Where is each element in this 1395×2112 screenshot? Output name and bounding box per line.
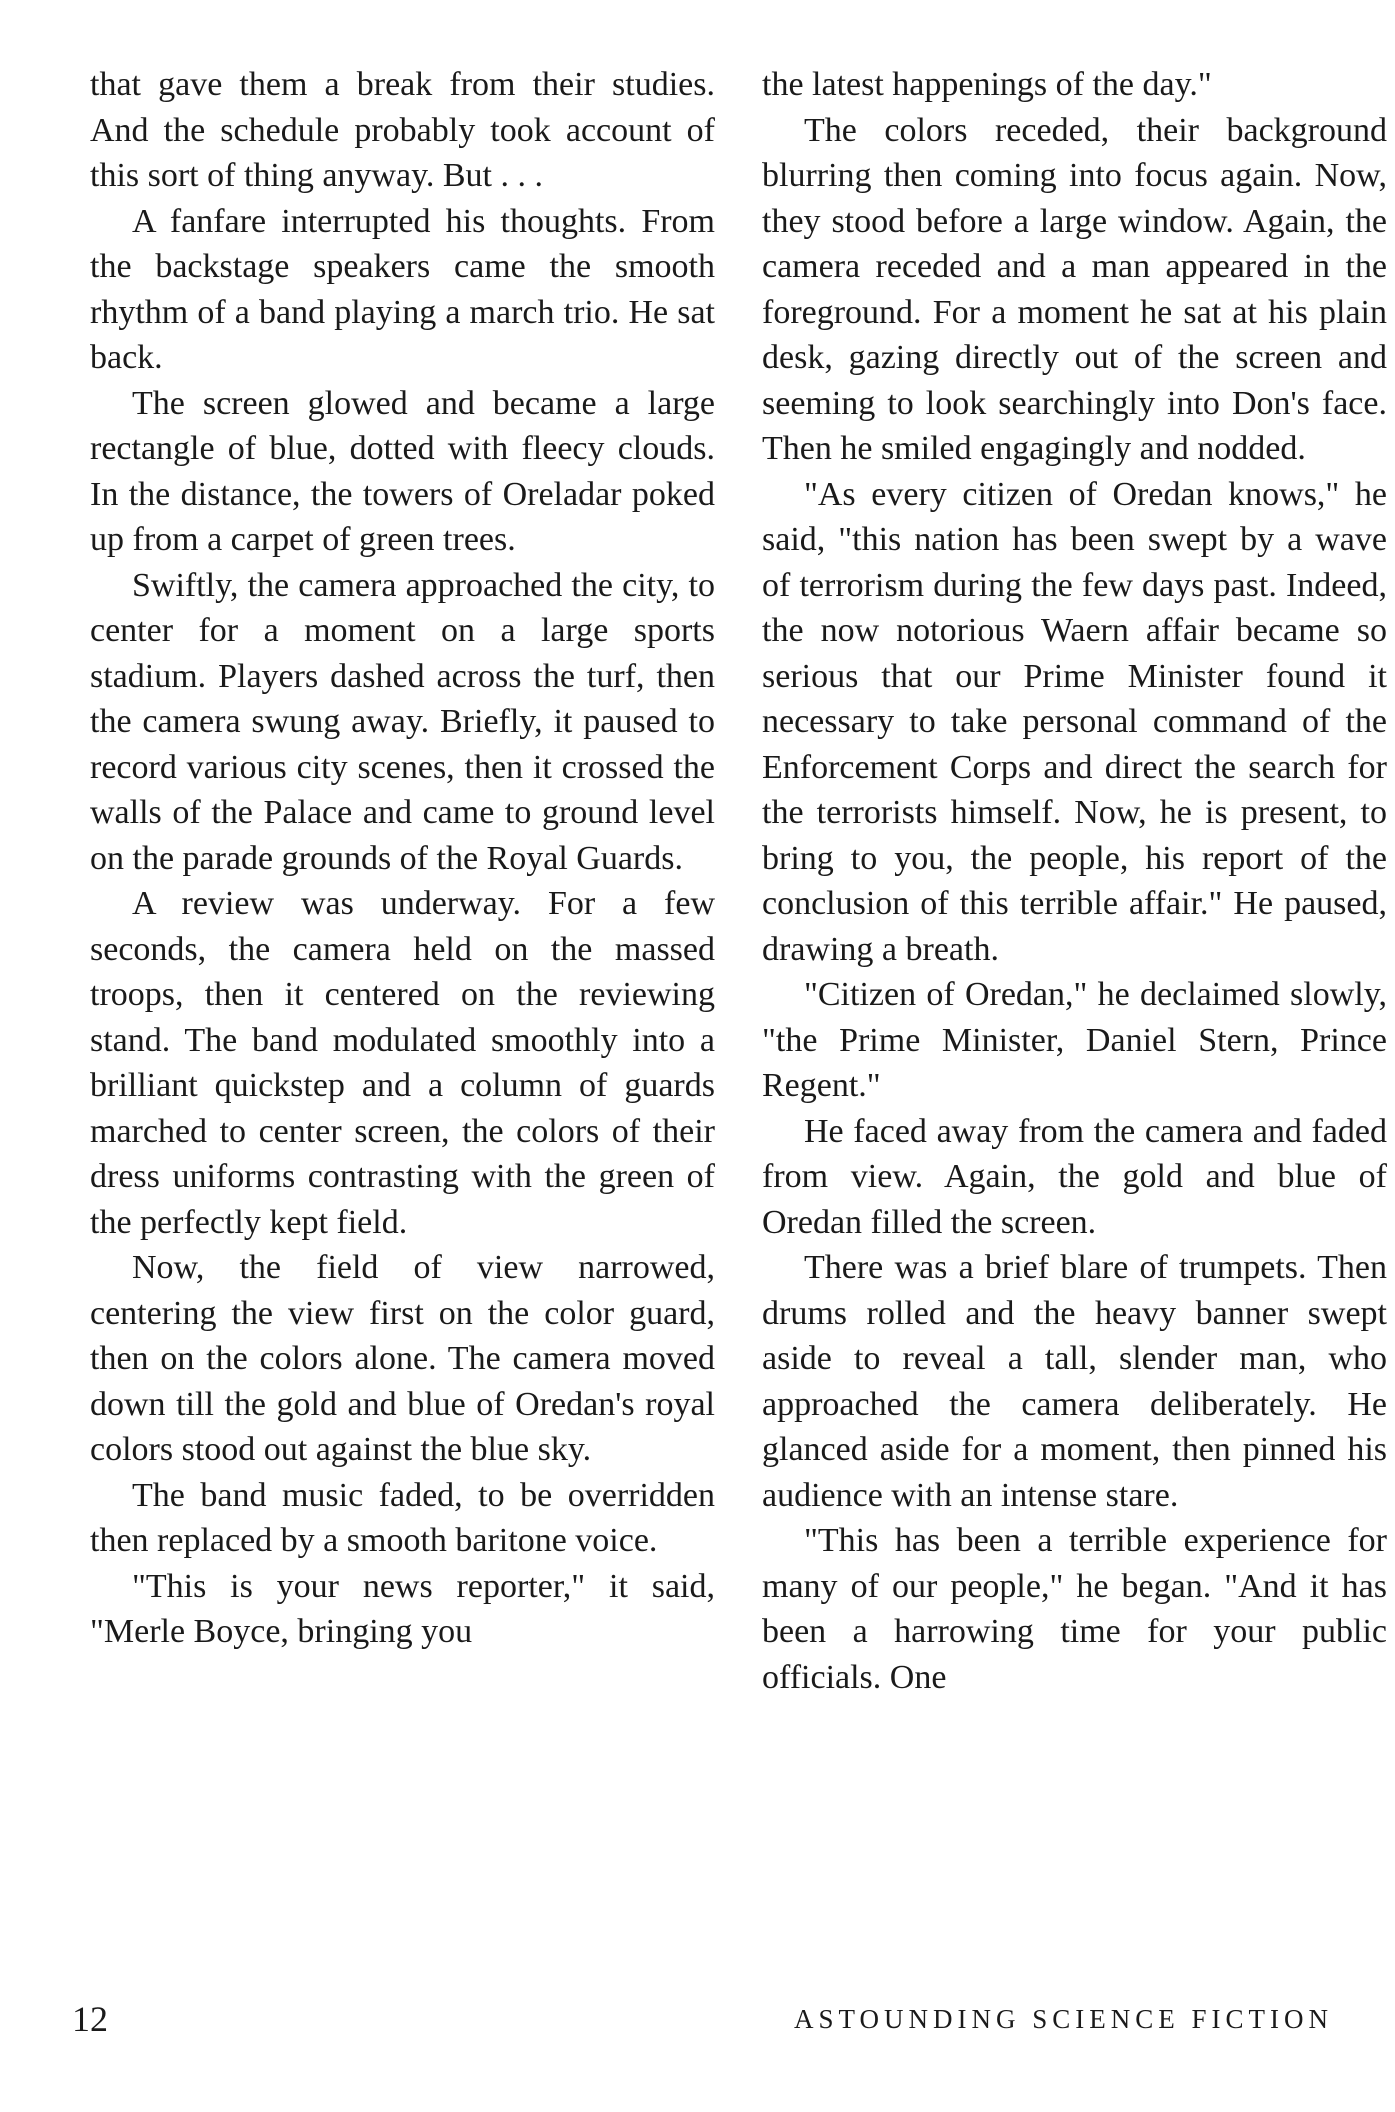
- paragraph: "This is your news reporter," it said, "Merle Boyce, bringing you: [90, 1567, 715, 1650]
- right-column: [762, 62, 1387, 1700]
- paragraph: the latest happenings of the day.": [762, 66, 1212, 103]
- paragraph: The colors receded, their background blurring then coming into focus again. Now, they stood before a large window. Again, the camera receded and a man appeared in the foreground. For a moment he sat at his plain desk, gazing directly out of the screen and seeming to look searchingly into Don's face. Then he smiled engagingly and nodded.: [762, 111, 1387, 467]
- paragraph: A review was underway. For a few seconds, the camera held on the massed troops, then it centered on the reviewing stand. The band modulated smoothly into a brilliant quickstep and a column of guards marched to center screen, the colors of their dress uniforms contrasting with the green of the perfectly kept field.: [90, 885, 715, 1241]
- paragraph: He faced away from the camera and faded from view. Again, the gold and blue of Oredan filled the screen.: [762, 1112, 1387, 1241]
- paragraph: that gave them a break from their studies. And the schedule probably took account of this sort of thing anyway. But . . .: [90, 66, 715, 194]
- paragraph: "As every citizen of Oredan knows," he said, "this nation has been swept by a wave of terrorism during the few days past. Indeed, the now notorious Waern affair became so serious that our Prime Minister found it necessary to take personal command of the Enforcement Corps and direct the search for the terrorists himself. Now, he is present, to bring to you, the people, his report of the conclusion of this terrible affair." He paused, drawing a breath.: [762, 475, 1387, 968]
- paragraph: "Citizen of Oredan," he declaimed slowly, "the Prime Minister, Daniel Stern, Prince Regent.": [762, 976, 1387, 1104]
- paragraph: A fanfare interrupted his thoughts. From the backstage speakers came the smooth rhythm of a band playing a march trio. He sat back.: [90, 202, 715, 376]
- paragraph: "This has been a terrible experience for many of our people," he began. "And it has been a harrowing time for your public officials. One: [762, 1522, 1387, 1696]
- left-column: [90, 62, 715, 1655]
- page-number: 12: [72, 1999, 108, 2039]
- paragraph: The screen glowed and became a large rectangle of blue, dotted with fleecy clouds. In the distance, the towers of Oreladar poked up from a carpet of green trees.: [90, 384, 715, 558]
- paragraph: Now, the field of view narrowed, centering the view first on the color guard, then on the colors alone. The camera moved down till the gold and blue of Oredan's royal colors stood out against the blue sky.: [90, 1249, 715, 1468]
- paragraph: The band music faded, to be overridden then replaced by a smooth baritone voice.: [90, 1476, 715, 1559]
- running-title: ASTOUNDING SCIENCE FICTION: [793, 2004, 1333, 2034]
- paragraph: Swiftly, the camera approached the city, to center for a moment on a large sports stadium. Players dashed across the turf, then the camera swung away. Briefly, it paused to record various city scenes, then it crossed the walls of the Palace and came to ground level on the parade grounds of the Royal Guards.: [90, 566, 715, 877]
- paragraph: There was a brief blare of trumpets. Then drums rolled and the heavy banner swept aside to reveal a tall, slender man, who approached the camera deliberately. He glanced aside for a moment, then pinned his audience with an intense stare.: [762, 1249, 1387, 1514]
